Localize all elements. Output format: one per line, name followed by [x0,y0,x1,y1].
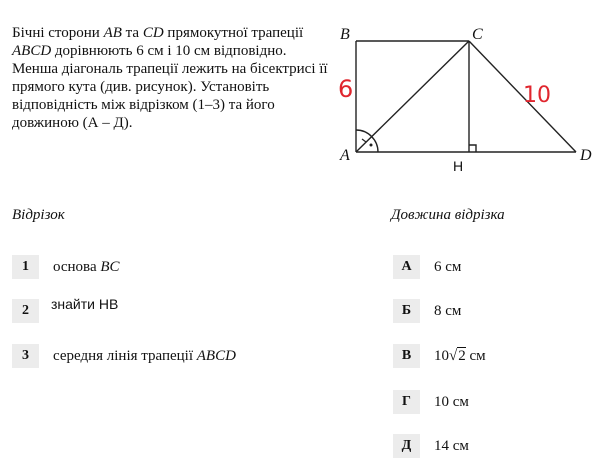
segment-number: 2 [12,299,39,323]
problem-text-1: Бічні сторони [12,25,104,41]
segment-text: середня лінія трапеції ABCD [53,347,236,364]
answer-letter: Д [393,434,420,458]
segment-cd-label: CD [142,25,164,41]
point-h-label: H [453,158,464,174]
segments-heading: Відрізок [12,207,65,223]
segment-text: знайти HB [51,296,119,312]
lengths-heading: Довжина відрізка [391,207,505,223]
segment-number: 1 [12,255,39,279]
answer-row-d [393,434,469,458]
answer-value: 14 см [434,437,469,454]
segment-row-2 [12,296,119,323]
answer-value: 10 см [434,393,469,410]
right-angle-mark-h [469,145,476,152]
segment-row-1 [12,255,120,279]
answer-row-v [393,344,486,368]
problem-statement [12,24,332,132]
bisector-dot [370,144,373,147]
vertex-b-label: B [340,26,350,43]
answer-letter: В [393,344,420,368]
answer-letter: Г [393,390,420,414]
trapezoid-figure [330,18,605,178]
problem-text-3: прямокутної трапеції [163,25,304,41]
answer-row-b [393,299,461,323]
bisector-tick-1 [362,139,366,142]
answer-letter: Б [393,299,420,323]
segment-text: основа BC [53,258,120,275]
segment-number: 3 [12,344,39,368]
segment-ab-label: AB [103,25,122,41]
answer-value: 6 см [434,258,462,275]
trapezoid-name: ABCD [12,43,52,59]
handwritten-length-cd: 10 [523,83,551,108]
answer-row-a [393,255,461,279]
segment-row-3 [12,344,236,368]
answer-value: 10√2 см [434,347,486,364]
vertex-a-label: A [340,147,350,164]
answer-value: 8 см [434,302,462,319]
answer-row-g [393,390,469,414]
diagonal-ac [356,41,469,152]
answer-letter: А [393,255,420,279]
problem-text-4: дорівнюють 6 см і 10 см відповідно. Менша діагональ трапеції лежить на бісектрисі її прямого кута (див. рисунок). Установіть відповідність між відрізком (1–3) та його довжиною (А – Д). [12,43,328,131]
handwritten-length-ab: 6 [338,75,354,103]
vertex-d-label: D [580,147,592,164]
problem-text-2: та [121,25,143,41]
vertex-c-label: C [472,26,483,43]
